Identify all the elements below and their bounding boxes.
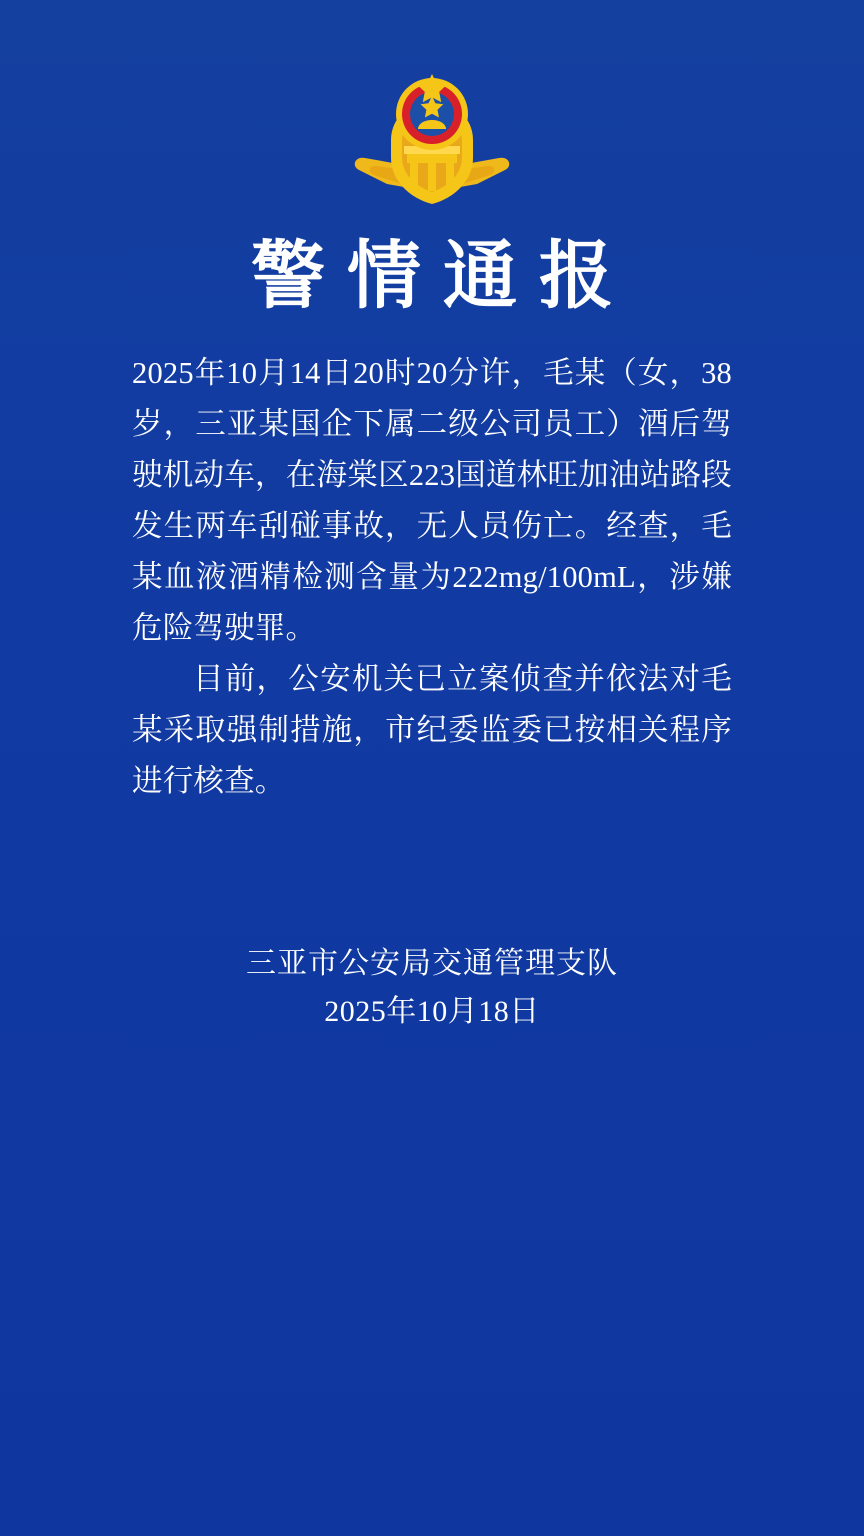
notice-paragraph-2: 目前，公安机关已立案侦查并依法对毛某采取强制措施，市纪委监委已按相关程序进行核查。 <box>132 662 732 798</box>
signature-organization: 三亚市公安局交通管理支队 <box>246 947 618 980</box>
page-title: 警情通报 <box>251 236 635 318</box>
emblem-container <box>0 0 864 214</box>
notice-paragraph-1: 2025年10月14日20时20分许，毛某（女，38岁，三亚某国企下属二级公司员工）酒后驾驶机动车，在海棠区223国道林旺加油站路段发生两车刮碰事故，无人员伤亡。经查，毛某血液酒精检测含量为222mg/100mL，涉嫌危险驾驶罪。 <box>132 356 732 645</box>
signature-block <box>0 940 864 1036</box>
notice-body <box>132 348 732 807</box>
signature-date: 2025年10月18日 <box>324 995 540 1028</box>
china-police-badge-icon <box>347 62 517 214</box>
